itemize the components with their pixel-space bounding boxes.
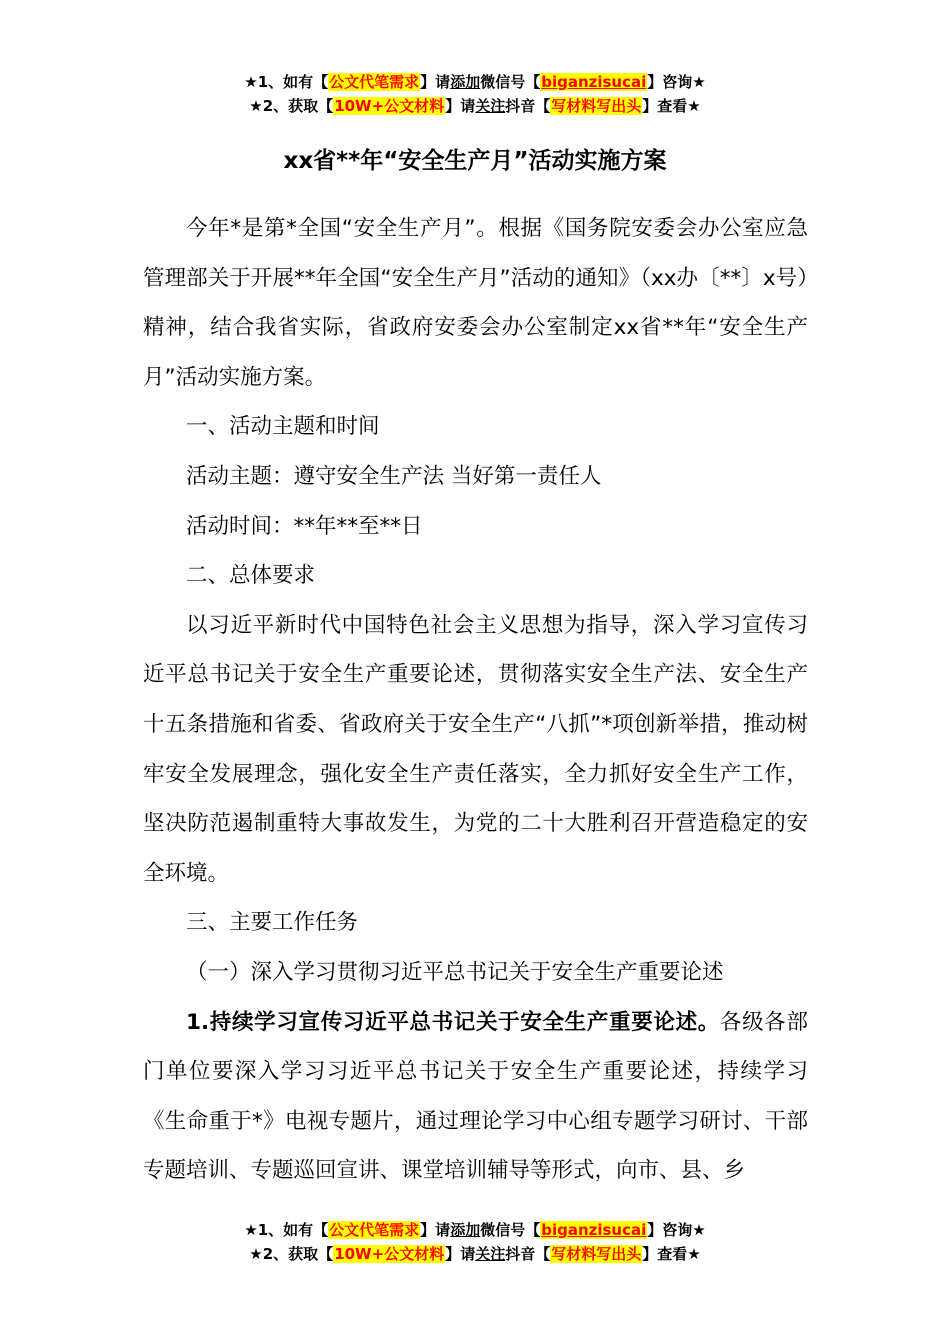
banner-text: 】请 — [445, 97, 476, 115]
document-title: xx省**年“安全生产月”活动实施方案 — [283, 148, 667, 174]
banner-text: ★2、获取【 — [249, 97, 334, 115]
banner-text: 微信号【 — [480, 73, 541, 91]
item-1-paragraph — [143, 998, 808, 1196]
header-banner — [0, 70, 950, 118]
banner-text: 抖音【 — [505, 1245, 551, 1263]
activity-theme: 活动主题：遵守安全生产法 当好第一责任人 — [186, 463, 602, 489]
banner-wechat-id-link[interactable]: biganzisucai — [541, 1221, 647, 1239]
banner-highlight: 公文代笔需求 — [329, 1221, 420, 1239]
document-body — [143, 204, 808, 1196]
banner-text: 】请 — [420, 1221, 451, 1239]
item-1-lead: 1.持续学习宣传习近平总书记关于安全生产重要论述。 — [186, 1009, 720, 1035]
banner-text: ★1、如有【 — [244, 73, 329, 91]
activity-time: 活动时间：**年**至**日 — [186, 513, 423, 539]
banner-highlight: 公文代笔需求 — [329, 73, 420, 91]
banner-line-1 — [0, 70, 950, 94]
banner-highlight: 写材料写出头 — [551, 97, 642, 115]
banner-text: 】查看★ — [642, 1245, 701, 1263]
banner-highlight: 10W+公文材料 — [334, 97, 445, 115]
section-2-paragraph: 以习近平新时代中国特色社会主义思想为指导，深入学习宣传习近平总书记关于安全生产重要论述，贯彻落实安全生产法、安全生产十五条措施和省委、省政府关于安全生产“八抓”*项创新举措，推动树牢安全发展理念，强化安全生产责任落实，全力抓好安全生产工作，坚决防范遏制重特大事故发生，为党的二十大胜利召开营造稳定的安全环境。 — [143, 612, 808, 886]
banner-highlight: 写材料写出头 — [551, 1245, 642, 1263]
banner-text: 抖音【 — [505, 97, 551, 115]
banner-line-2 — [0, 1242, 950, 1266]
intro-paragraph: 今年*是第*全国“安全生产月”。根据《国务院安委会办公室应急管理部关于开展**年全国“安全生产月”活动的通知》（xx办〔**〕x号）精神，结合我省实际，省政府安委会办公室制定xx省**年“安全生产月”活动实施方案。 — [143, 216, 808, 390]
banner-text: 】请 — [420, 73, 451, 91]
section-2-heading: 二、总体要求 — [186, 563, 316, 589]
banner-underlined-text: 添加 — [450, 1221, 481, 1239]
banner-text: 】咨询★ — [647, 73, 706, 91]
banner-wechat-id-link[interactable]: biganzisucai — [541, 73, 647, 91]
banner-text: ★2、获取【 — [249, 1245, 334, 1263]
subsection-1-heading: （一）深入学习贯彻习近平总书记关于安全生产重要论述 — [186, 959, 724, 985]
banner-text: 】请 — [445, 1245, 476, 1263]
banner-underlined-text: 关注 — [475, 97, 506, 115]
banner-text: ★1、如有【 — [244, 1221, 329, 1239]
section-1-heading: 一、活动主题和时间 — [186, 414, 380, 440]
banner-text: 】咨询★ — [647, 1221, 706, 1239]
banner-line-2 — [0, 94, 950, 118]
banner-highlight: 10W+公文材料 — [334, 1245, 445, 1263]
section-3-heading: 三、主要工作任务 — [186, 910, 359, 936]
item-1-text: 各级各部门单位要深入学习习近平总书记关于安全生产重要论述，持续学习《生命重于*》电视专题片，通过理论学习中心组专题学习研讨、干部专题培训、专题巡回宣讲、课堂培训辅导等形式，向市、县、乡 — [143, 1009, 808, 1184]
banner-line-1 — [0, 1218, 950, 1242]
banner-text: 】查看★ — [642, 97, 701, 115]
banner-underlined-text: 添加 — [450, 73, 481, 91]
banner-underlined-text: 关注 — [475, 1245, 506, 1263]
footer-banner — [0, 1218, 950, 1266]
banner-text: 微信号【 — [480, 1221, 541, 1239]
